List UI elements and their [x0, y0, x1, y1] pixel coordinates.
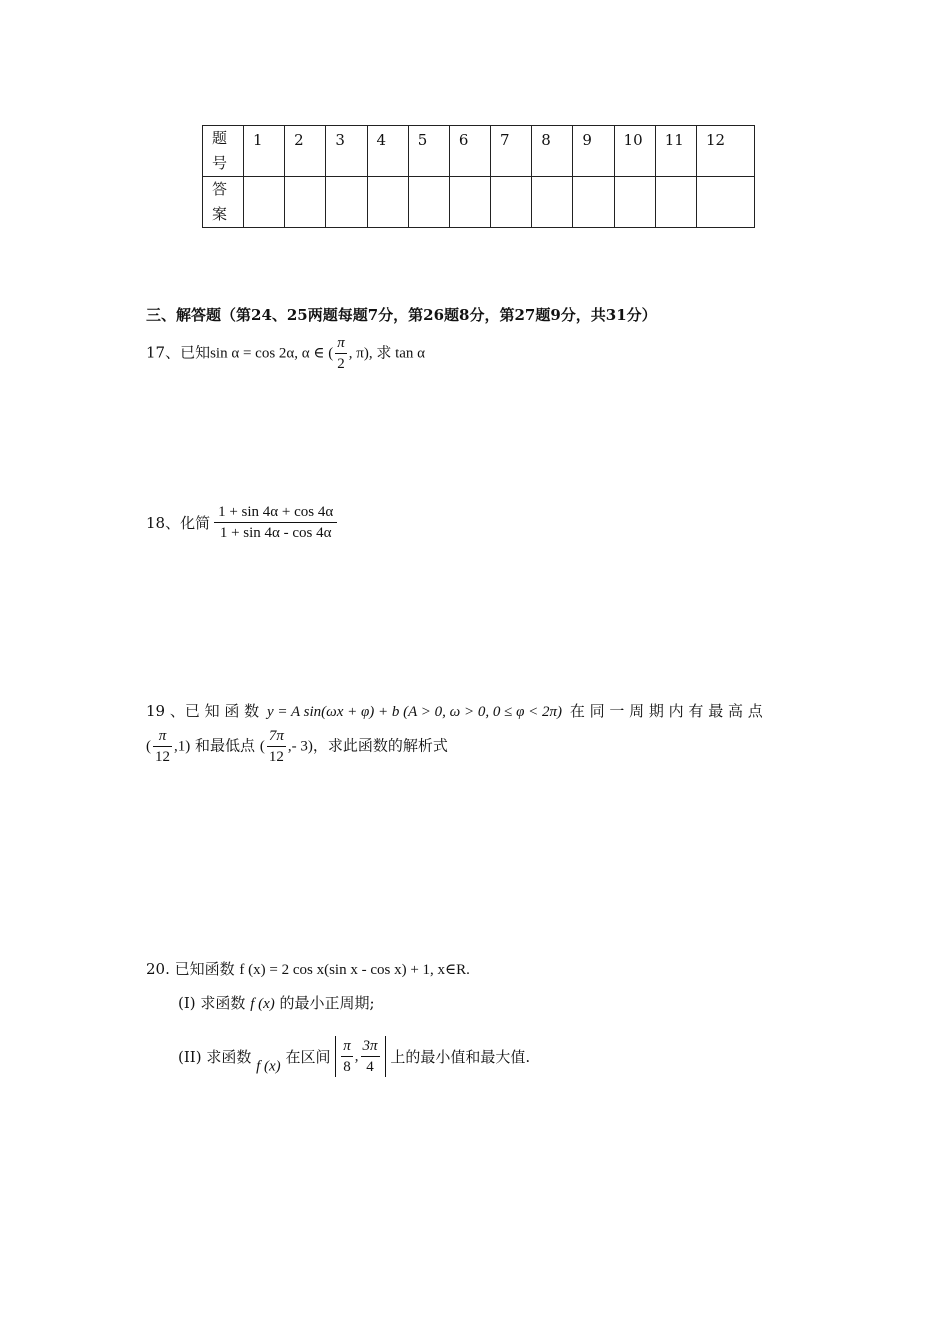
- answer-cell[interactable]: [532, 177, 573, 228]
- answer-cell[interactable]: [449, 177, 490, 228]
- q19-end: ，求此函数的解析式: [312, 736, 448, 755]
- q18-numerator: 1 + sin 4α + cos 4α: [214, 502, 337, 523]
- interval-comma: ,: [354, 1048, 359, 1065]
- question-17: [146, 333, 425, 374]
- q17-expr-b: , π), 求 tan α: [348, 345, 426, 362]
- table-row: [203, 177, 755, 228]
- int-a-den: 8: [343, 1059, 351, 1075]
- table-header-cell: [203, 126, 244, 177]
- question-20-part1: [178, 992, 375, 1013]
- number-cell: 6: [449, 126, 490, 177]
- q20-expr: f (x) = 2 cos x(sin x - cos x) + 1, x∈R.: [239, 962, 470, 978]
- q19-p1-rest: ,1): [174, 738, 191, 755]
- header-char: 号: [212, 154, 228, 172]
- table-header-cell: [203, 177, 244, 228]
- answer-table: [202, 125, 755, 228]
- table-row: [203, 126, 755, 177]
- answer-cell[interactable]: [408, 177, 449, 228]
- number-cell: 3: [326, 126, 367, 177]
- interval-bracket: [335, 1036, 385, 1077]
- answer-cell[interactable]: [491, 177, 532, 228]
- q20-part1-b: 的最小正周期;: [279, 994, 375, 1012]
- number-cell: 12: [697, 126, 755, 177]
- number-cell: 8: [532, 126, 573, 177]
- int-b-num: 3π: [361, 1036, 380, 1057]
- interval-upper-fraction: [361, 1036, 380, 1077]
- q19-expr: y = A sin(ωx + φ) + b (A > 0, ω > 0, 0 ≤ φ < 2π): [266, 704, 563, 720]
- q18-prefix: 18、化简: [146, 514, 211, 532]
- q19-point1-fraction: [153, 726, 172, 767]
- answer-cell[interactable]: [244, 177, 285, 228]
- q17-frac-num: π: [335, 333, 347, 354]
- answer-cell[interactable]: [614, 177, 655, 228]
- q20-prefix: 20. 已知函数: [146, 960, 235, 978]
- header-char: 题: [212, 129, 228, 147]
- paren-open: (: [259, 738, 265, 755]
- number-cell: 11: [655, 126, 696, 177]
- number-cell: 9: [573, 126, 614, 177]
- answer-cell[interactable]: [367, 177, 408, 228]
- interval-lower-fraction: [341, 1036, 353, 1077]
- q17-expr-a: sin α = cos 2α, α ∈ (: [210, 345, 334, 362]
- header-char: 案: [212, 205, 228, 223]
- question-20: [146, 958, 470, 979]
- q19-p1-den: 12: [155, 749, 170, 765]
- q19-p1-num: π: [153, 726, 172, 747]
- q20-part2-b: 在区间: [285, 1048, 331, 1066]
- q19-prefix: 19 、已 知 函 数: [146, 702, 260, 720]
- answer-cell[interactable]: [655, 177, 696, 228]
- number-cell: 1: [244, 126, 285, 177]
- int-a-num: π: [341, 1036, 353, 1057]
- answer-cell[interactable]: [326, 177, 367, 228]
- q17-fraction: [335, 333, 347, 374]
- q19-point2-fraction: [267, 726, 286, 767]
- int-b-den: 4: [366, 1059, 374, 1075]
- question-20-part2: [178, 1036, 530, 1077]
- question-19-line1: [146, 700, 763, 721]
- q20-part2-c: 上的最小值和最大值.: [390, 1048, 531, 1066]
- q20-part1-a: (I) 求函数: [178, 994, 246, 1012]
- q17-prefix: 17、已知: [146, 343, 211, 362]
- q17-frac-den: 2: [337, 356, 345, 372]
- q19-mid: 和最低点: [195, 736, 256, 755]
- number-cell: 2: [285, 126, 326, 177]
- q19-p2-rest: ,- 3): [287, 738, 313, 755]
- paren-open: (: [146, 738, 151, 755]
- q20-part2-a: (II) 求函数: [178, 1048, 252, 1066]
- section-title: 三、解答题（第24、25两题每题7分，第26题8分，第27题9分，共31分）: [146, 306, 657, 324]
- number-cell: 10: [614, 126, 655, 177]
- answer-cell[interactable]: [285, 177, 326, 228]
- number-cell: 7: [491, 126, 532, 177]
- q19-p2-den: 12: [268, 749, 284, 765]
- q18-denominator: 1 + sin 4α - cos 4α: [219, 525, 332, 541]
- header-char: 答: [212, 180, 228, 198]
- number-cell: 5: [408, 126, 449, 177]
- q19-p2-num: 7π: [267, 726, 286, 747]
- answer-cell[interactable]: [697, 177, 755, 228]
- q20-part1-f: f (x): [250, 996, 275, 1012]
- question-19-line2: [146, 726, 448, 767]
- q18-fraction: [214, 502, 337, 543]
- answer-cell[interactable]: [573, 177, 614, 228]
- q19-tail: 在 同 一 周 期 内 有 最 高 点: [569, 702, 763, 720]
- number-cell: 4: [367, 126, 408, 177]
- question-18: [146, 502, 339, 543]
- q20-part2-f: f (x): [256, 1058, 281, 1075]
